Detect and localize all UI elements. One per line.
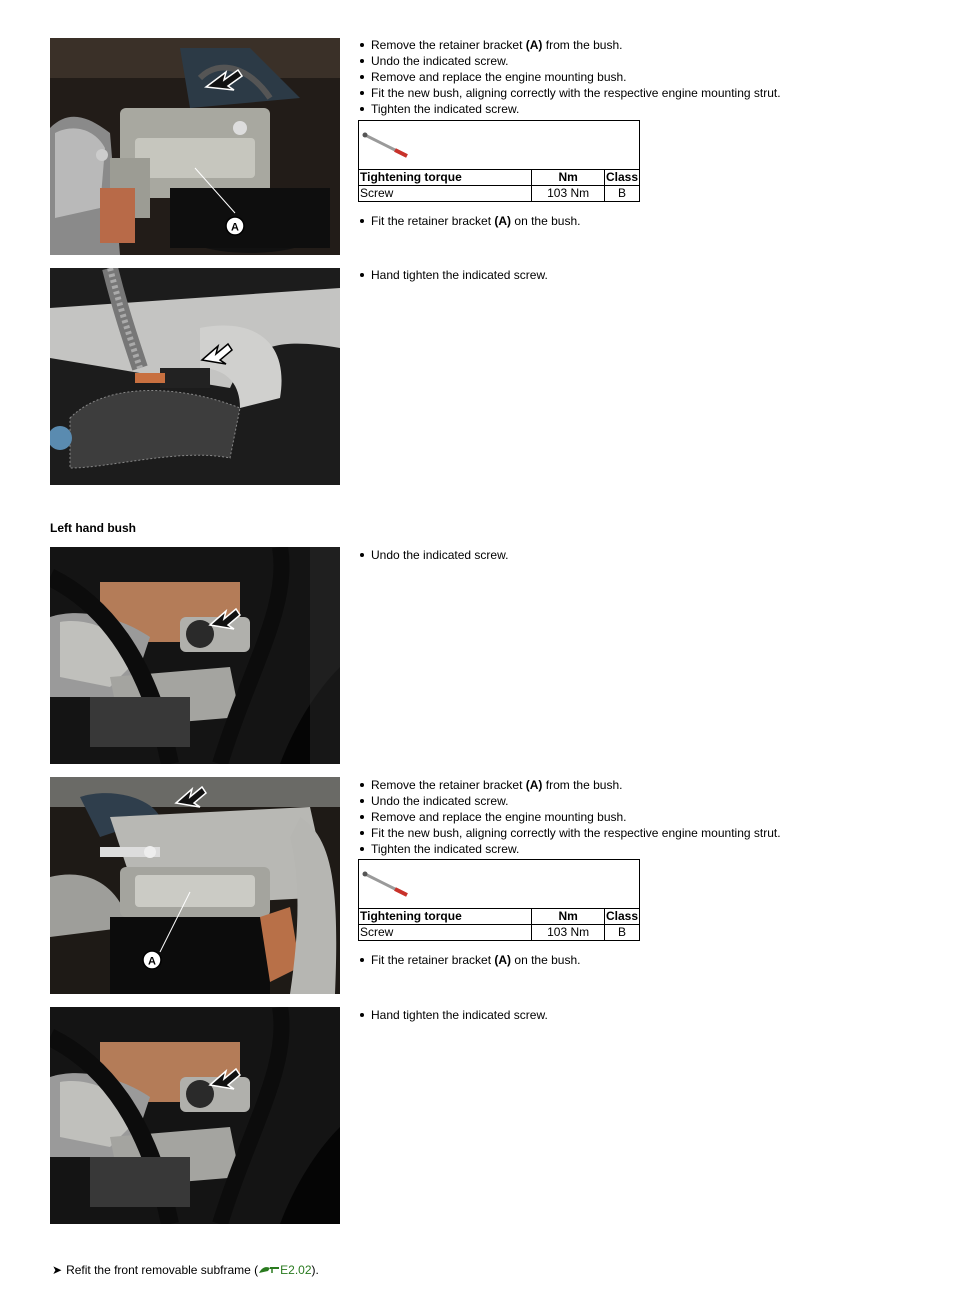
section-heading-left-hand-bush: Left hand bush [50,521,136,535]
footer-text-end: ). [311,1263,319,1277]
photo-1-image [50,38,340,255]
photo-retainer-bracket-right [50,38,340,255]
photo-left-bush-screw [50,547,340,764]
list-item: Remove and replace the engine mounting bush. [358,809,781,825]
torque-cell-class: B [604,925,639,941]
torque-cell-value: 103 Nm [532,186,605,202]
torque-header-nm: Nm [558,170,578,184]
list-item: Fit the retainer bracket (A) on the bush. [358,952,781,968]
list-item: Fit the retainer bracket (A) on the bush. [358,213,781,229]
torque-cell-part: Screw [359,186,532,202]
list-item: Remove the retainer bracket (A) from the bush. [358,37,781,53]
torque-wrench-icon [361,864,415,904]
photo-retainer-bracket-left [50,777,340,994]
list-item: Remove the retainer bracket (A) from the bush. [358,777,781,793]
torque-cell-value: 103 Nm [532,925,605,941]
torque-header-class: Class [605,170,638,184]
list-item: Undo the indicated screw. [358,53,781,69]
section-1-step-list [358,37,781,117]
torque-table-1 [358,120,640,202]
torque-wrench-icon [361,125,415,165]
section-2-step-c [358,952,781,968]
photo-4-label-a: A [148,955,156,968]
torque-image-cell [359,860,640,909]
list-item: Undo the indicated screw. [358,793,781,809]
list-item: Tighten the indicated screw. [358,841,781,857]
section-2-step-d [358,1007,548,1023]
torque-cell-class: B [604,186,639,202]
photo-4-image [50,777,340,994]
list-item: Tighten the indicated screw. [358,101,781,117]
section-2-step-list [358,777,781,857]
link-e2-02[interactable]: E2.02 [280,1263,312,1277]
list-item: Hand tighten the indicated screw. [358,267,548,283]
footer-instruction [52,1263,319,1278]
list-item: Remove and replace the engine mounting bush. [358,69,781,85]
section-2-steps [358,777,781,968]
torque-header-label: Tightening torque [360,170,462,184]
torque-image-cell [359,121,640,170]
photo-2-image [50,268,340,485]
list-item: Undo the indicated screw. [358,547,508,563]
section-1-step-b [358,213,781,229]
list-item: Fit the new bush, aligning correctly with the respective engine mounting strut. [358,825,781,841]
section-2-step-a [358,547,508,563]
list-item: Hand tighten the indicated screw. [358,1007,548,1023]
section-1-step-c [358,267,548,283]
photo-5-image [50,1007,340,1224]
photo-1-label-a: A [231,221,239,234]
photo-3-image [50,547,340,764]
photo-indicated-screw-right [50,268,340,485]
photo-left-bush-hand-tighten [50,1007,340,1224]
arrow-right-icon: ➤ [52,1263,63,1277]
link-icon[interactable] [258,1264,280,1278]
list-item: Fit the new bush, aligning correctly with the respective engine mounting strut. [358,85,781,101]
torque-table-2 [358,859,640,941]
torque-header-class: Class [605,909,638,923]
footer-text: Refit the front removable subframe ( [66,1263,259,1277]
torque-header-nm: Nm [558,909,578,923]
torque-cell-part: Screw [359,925,532,941]
torque-header-label: Tightening torque [360,909,462,923]
section-1-steps [358,37,781,229]
